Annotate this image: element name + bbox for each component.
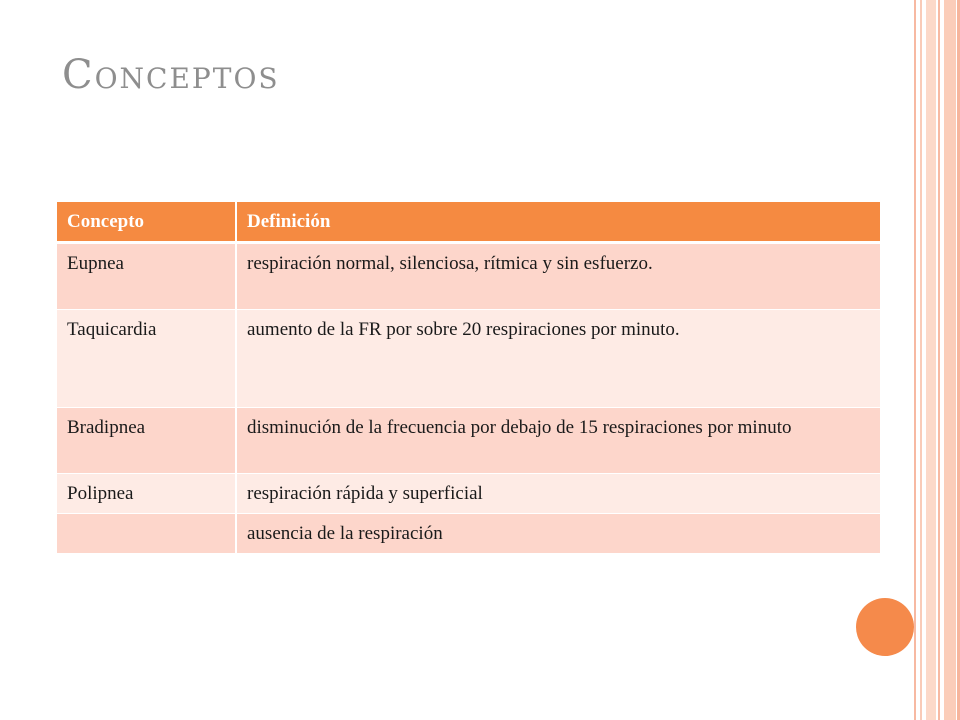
table-header-row	[57, 202, 880, 244]
stripe-line	[920, 0, 922, 720]
definition-cell: disminución de la frecuencia por debajo de 15 respiraciones por minuto	[237, 408, 880, 474]
concept-cell	[57, 514, 237, 554]
decorative-circle	[856, 598, 914, 656]
concept-cell: Bradipnea	[57, 408, 237, 474]
definition-cell: ausencia de la respiración	[237, 514, 880, 554]
table-row	[57, 310, 880, 408]
concept-cell: Polipnea	[57, 474, 237, 514]
table-row	[57, 408, 880, 474]
concepts-table	[57, 202, 880, 554]
slide-title: Conceptos	[62, 52, 280, 98]
concept-cell: Eupnea	[57, 244, 237, 310]
stripe-band	[926, 0, 936, 720]
table-row	[57, 244, 880, 310]
header-concept: Concepto	[57, 202, 237, 244]
definition-cell: respiración rápida y superficial	[237, 474, 880, 514]
header-definition: Definición	[237, 202, 880, 244]
table-row	[57, 514, 880, 554]
decorative-stripes	[914, 0, 960, 720]
concept-cell: Taquicardia	[57, 310, 237, 408]
stripe-line	[914, 0, 916, 720]
definition-cell: respiración normal, silenciosa, rítmica y sin esfuerzo.	[237, 244, 880, 310]
definition-cell: aumento de la FR por sobre 20 respiraciones por minuto.	[237, 310, 880, 408]
stripe-band	[944, 0, 956, 720]
table-row	[57, 474, 880, 514]
stripe-line	[938, 0, 940, 720]
